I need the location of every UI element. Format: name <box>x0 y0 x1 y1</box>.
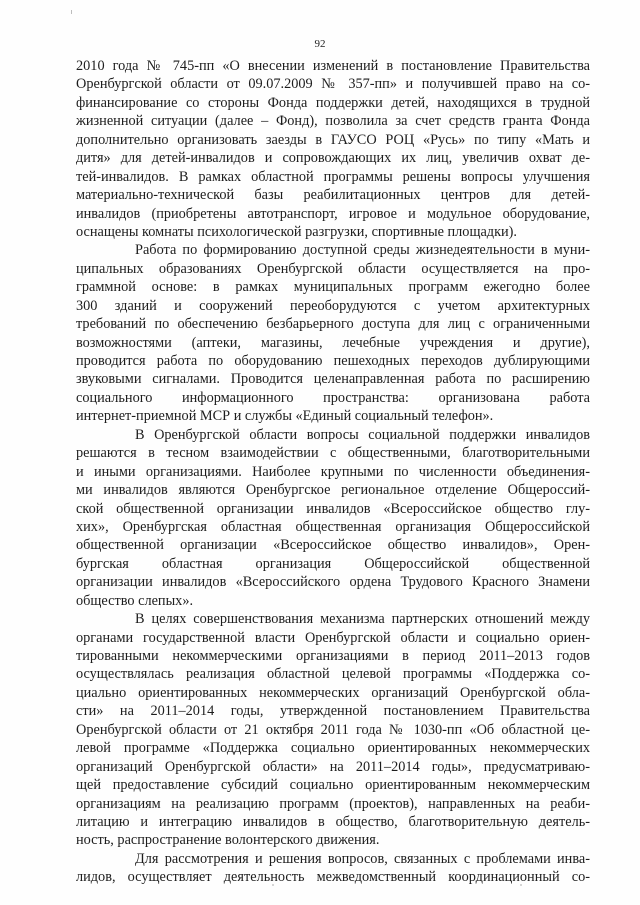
scan-corner-mark <box>71 10 72 14</box>
body-text <box>76 57 590 887</box>
text-line: Для рассмотрения и решения вопросов, связанных с проблемами инва- <box>135 850 590 867</box>
text-line: организациям на реализацию программ (проектов), направленных на реаби- <box>76 795 590 812</box>
text-line: общественной организации «Всероссийское общество инвалидов», Орен- <box>76 537 590 554</box>
text-line: литацию и интеграцию инвалидов в общество, благотворительную деятель- <box>76 813 590 830</box>
text-line: хих», Оренбургская областная общественная организация Общероссийской <box>76 518 590 535</box>
text-line: сти» на 2011–2014 годы, утвержденной постановлением Правительства <box>76 703 590 720</box>
text-line: звуковыми сигналами. Проводится целенаправленная работа по расширению <box>76 371 590 388</box>
text-line: интернет-приемной МСР и службы «Единый социальный телефон». <box>76 408 494 425</box>
text-line: решаются в тесном взаимодействии с общественными, благотворительными <box>76 445 590 462</box>
text-line: Оренбургской области от 21 октября 2011 года № 1030-пп «Об областной це- <box>76 721 590 738</box>
text-line: ность, распространение волонтерского движения. <box>76 832 380 849</box>
text-line: ми инвалидов являются Оренбургское региональное отделение Общероссий- <box>76 482 590 499</box>
text-line: жизненной ситуации (далее – Фонд), позволила за счет средств гранта Фонда <box>76 113 590 130</box>
text-line: ципальных образованиях Оренбургской области осуществляется на про- <box>76 260 590 277</box>
text-line: оснащены комнаты психологической разгрузки, спортивные площадки). <box>76 223 518 240</box>
text-line: социального информационного пространства: организована работа <box>76 389 590 406</box>
text-line: В целях совершенствования механизма партнерских отношений между <box>135 611 590 628</box>
text-line: дитя» для детей-инвалидов и сопровождающих их лиц, увеличив охват де- <box>76 150 590 167</box>
text-line: циально ориентированных некоммерческих организаций Оренбургской обла- <box>76 684 590 701</box>
text-line: 2010 года № 745-пп «О внесении изменений в постановление Правительства <box>76 58 590 74</box>
page-number: 92 <box>314 38 326 50</box>
text-line: проводится работа по оборудованию пешеходных переходов дублирующими <box>76 353 590 369</box>
text-line: требований по обеспечению безбарьерного доступа для лиц с ограниченными <box>76 316 590 333</box>
text-line: 300 зданий и сооружений переоборудуются с учетом архитектурных <box>76 297 590 314</box>
text-line: организаций Оренбургской области» на 2011–2014 годы», предусматриваю- <box>76 758 590 775</box>
text-line: Работа по формированию доступной среды жизнедеятельности в муни- <box>135 242 590 259</box>
text-line: дополнительно организовать заезды в ГАУСО РОЦ «Русь» по типу «Мать и <box>76 131 590 148</box>
text-line: щей предоставление субсидий социально ориентированным некоммерческим <box>76 777 590 794</box>
text-line: ской общественной организации инвалидов «Всероссийское общество глу- <box>76 500 590 517</box>
text-line: граммной основе: в рамках муниципальных программ ежегодно более <box>76 279 590 296</box>
text-line: органами государственной власти Оренбургской области и социально ориен- <box>76 629 590 646</box>
text-line: Оренбургской области от 09.07.2009 № 357-пп» и получившей право на со- <box>76 76 590 93</box>
text-line: левой программе «Поддержка социально ориентированных некоммерческих <box>76 740 590 757</box>
text-line: осуществлялась реализация областной целевой программы «Поддержка со- <box>76 666 590 683</box>
text-line: общество слепых». <box>76 592 194 609</box>
text-line: лидов, осуществляет деятельность межведомственный координационный со- <box>76 869 590 886</box>
text-line: финансирование со стороны Фонда поддержки детей, находящихся в трудной <box>76 94 590 111</box>
text-line: В Оренбургской области вопросы социальной поддержки инвалидов <box>135 426 590 443</box>
text-line: тей-инвалидов. В рамках областной программы решены вопросы улучшения <box>76 168 590 185</box>
text-line: бургская областная организация Общероссийской общественной <box>76 555 590 572</box>
text-line: материально-технической базы реабилитационных центров для детей- <box>76 187 590 204</box>
text-line: тированными некоммерческими организациями в период 2011–2013 годов <box>76 648 590 664</box>
text-line: возможностями (аптеки, магазины, лечебные учреждения и другие), <box>76 334 590 351</box>
text-line: и иными организациями. Наиболее крупными по численности объединения- <box>76 463 590 480</box>
text-line: инвалидов (приобретены автотранспорт, игровое и модульное оборудование, <box>76 205 590 222</box>
text-line: организации инвалидов «Всероссийского ордена Трудового Красного Знамени <box>76 574 590 591</box>
